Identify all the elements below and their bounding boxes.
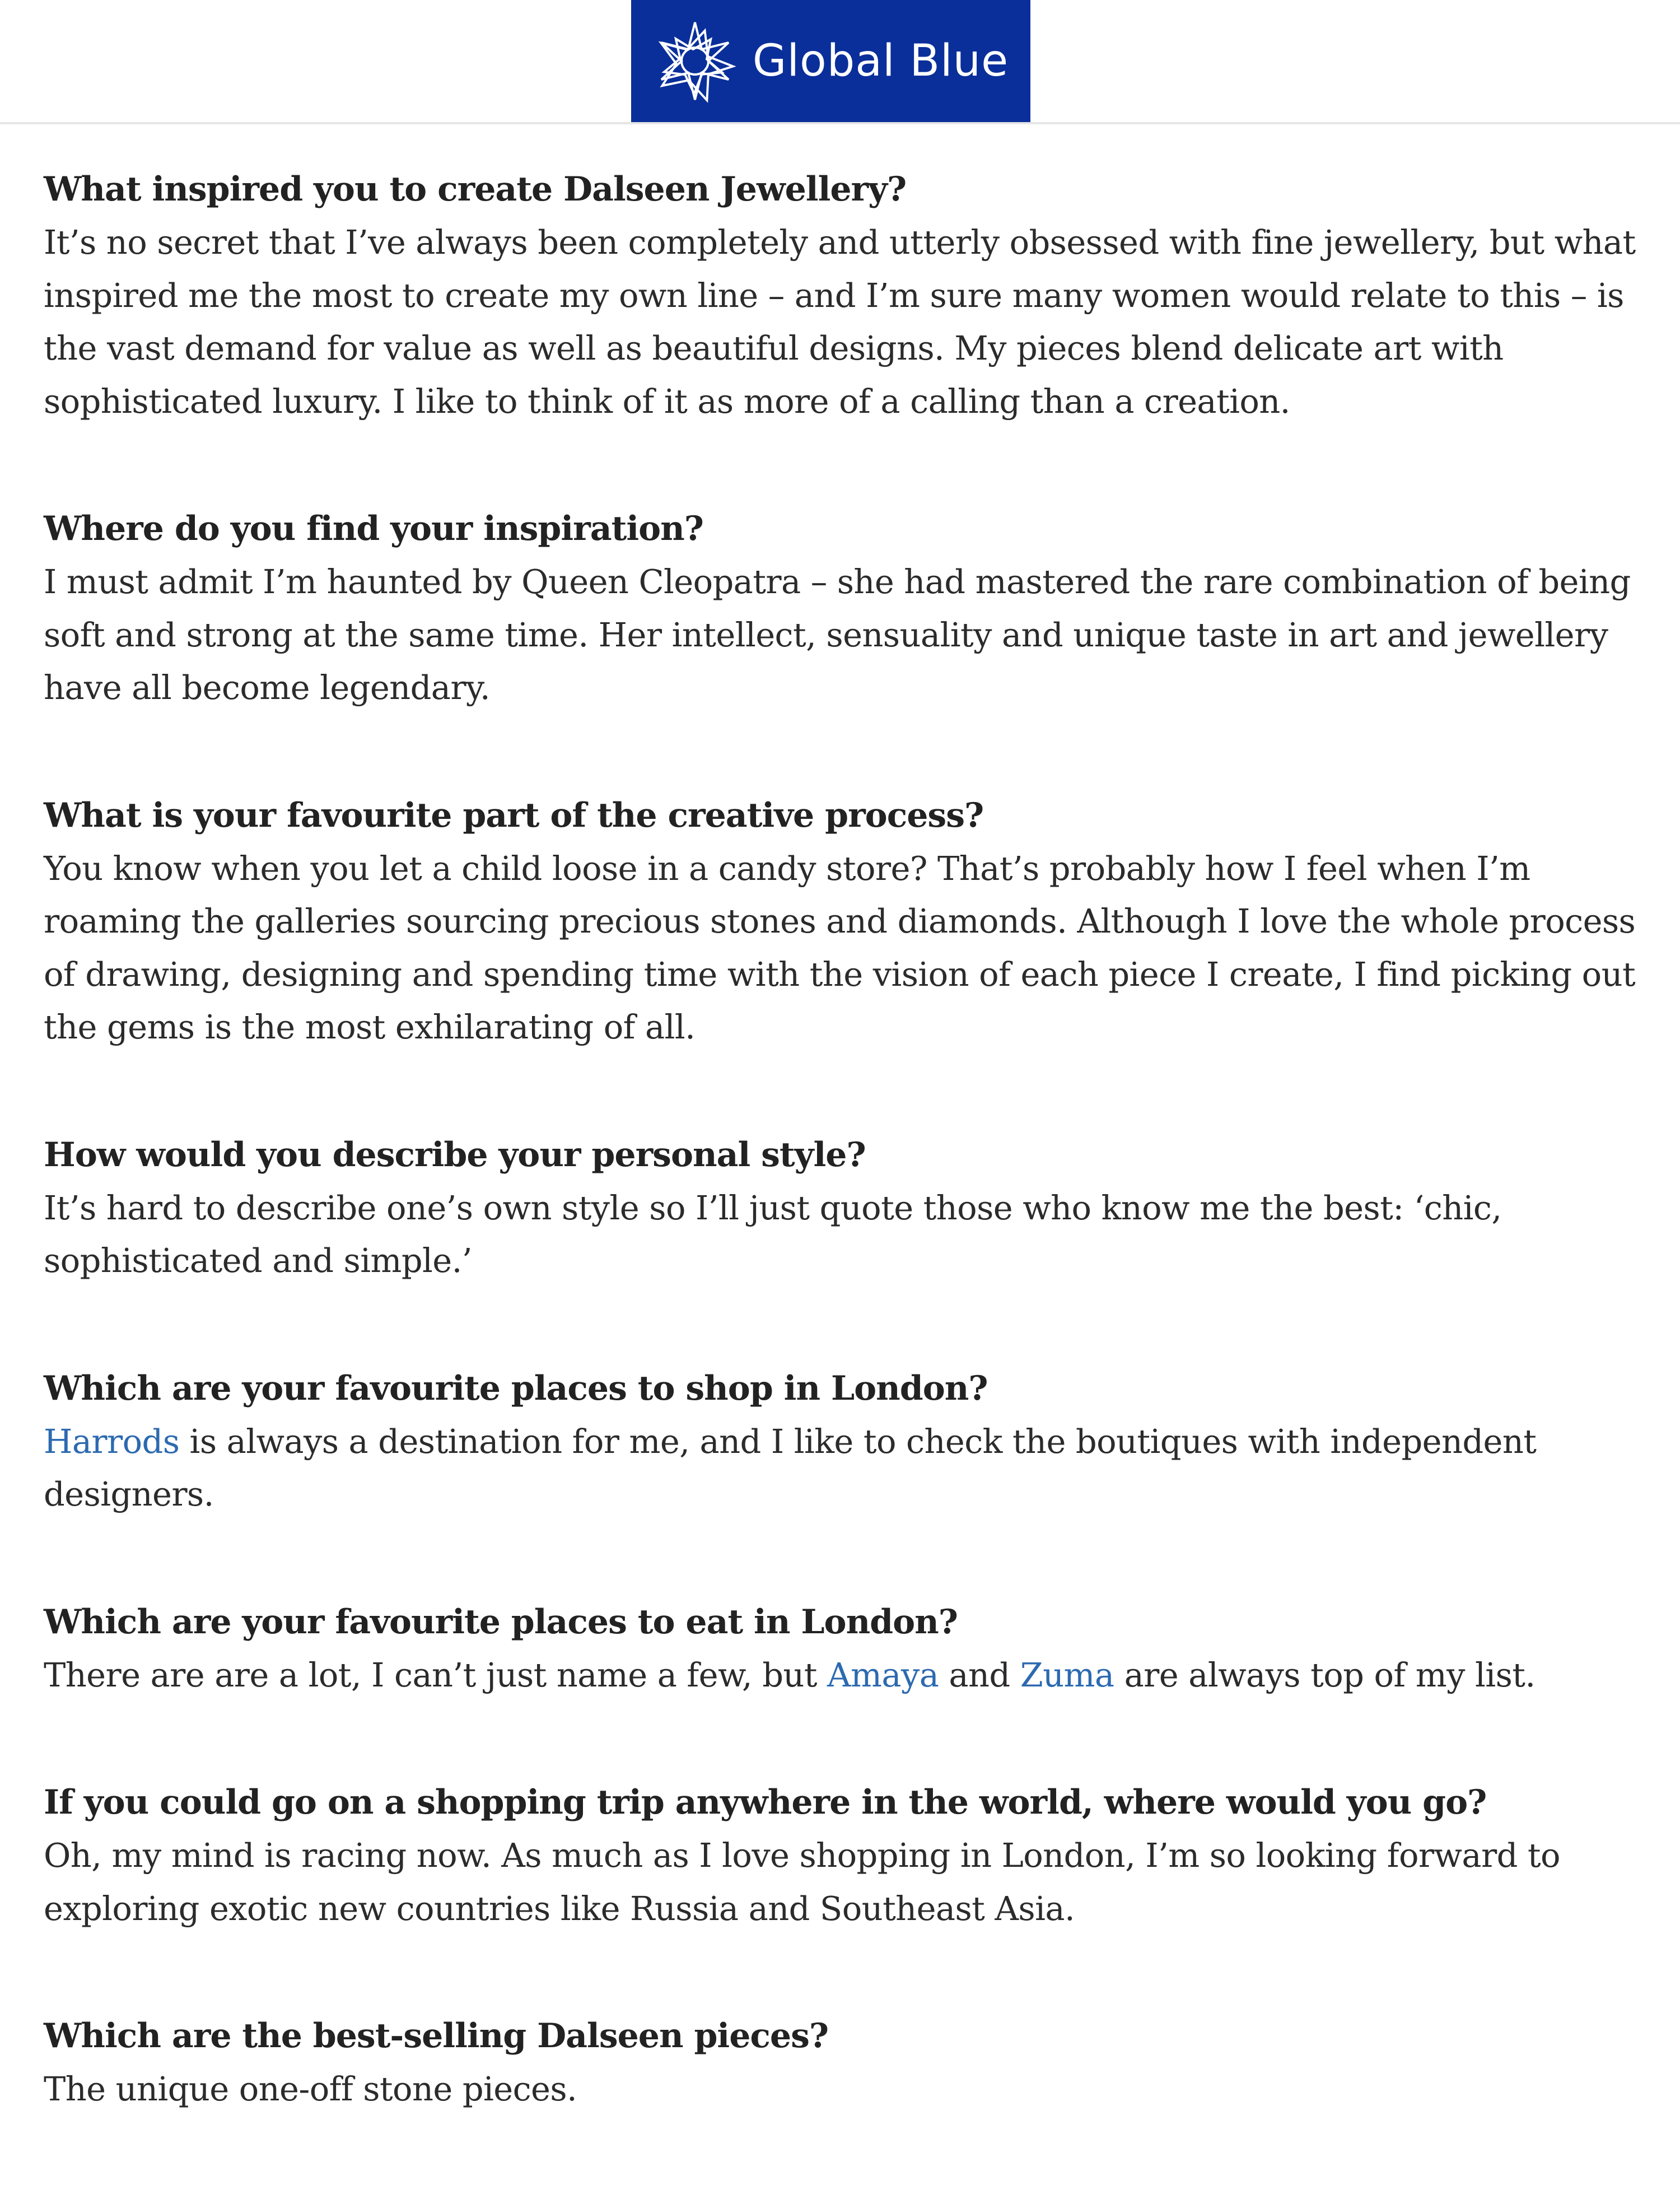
- qa-item: [44, 1776, 1645, 1935]
- answer-text: is always a destination for me, and I like to check the boutiques with independent designers.: [44, 1422, 1537, 1513]
- question: Where do you find your inspiration?: [44, 509, 703, 548]
- qa-item: [44, 1595, 1645, 1702]
- harrods-link[interactable]: Harrods: [44, 1422, 180, 1461]
- answer: [44, 1415, 1645, 1521]
- answer-text: and: [939, 1655, 1020, 1694]
- qa-item: [44, 789, 1645, 1054]
- question: Which are the best-selling Dalseen pieces?: [44, 2016, 829, 2056]
- qa-item: [44, 1362, 1645, 1521]
- answer: It’s hard to describe one’s own style so I’ll just quote those who know me the best: ‘chic, sophisticated and simple.’: [44, 1188, 1502, 1280]
- answer-text: are always top of my list.: [1114, 1655, 1536, 1694]
- answer-text: There are are a lot, I can’t just name a few, but: [44, 1655, 828, 1694]
- answer: Oh, my mind is racing now. As much as I love shopping in London, I’m so looking forward to exploring exotic new countries like Russia and Southeast Asia.: [44, 1836, 1560, 1928]
- answer: You know when you let a child loose in a candy store? That’s probably how I feel when I’m roaming the galleries sourcing precious stones and diamonds. Although I love the whole process of drawing, designing and spending time with the vision of each piece I create, I find picking out the gems is the most exhilarating of all.: [44, 849, 1636, 1046]
- question: Which are your favourite places to eat in London?: [44, 1602, 958, 1642]
- answer: [44, 1649, 1645, 1702]
- brand-name: Global Blue: [752, 36, 1009, 86]
- answer: I must admit I’m haunted by Queen Cleopatra – she had mastered the rare combination of being soft and strong at the same time. Her intellect, sensuality and unique taste in art and jewellery have all become legendary.: [44, 562, 1631, 707]
- question: What is your favourite part of the creative process?: [44, 795, 984, 835]
- amaya-link[interactable]: Amaya: [827, 1655, 939, 1694]
- starburst-logo-icon: [653, 19, 737, 103]
- question: If you could go on a shopping trip anywhere in the world, where would you go?: [44, 1783, 1487, 1822]
- answer: The unique one-off stone pieces.: [44, 2070, 577, 2108]
- interview-content: [44, 162, 1645, 2190]
- qa-item: [44, 2009, 1645, 2116]
- qa-item: [44, 162, 1645, 428]
- site-header: [0, 0, 1680, 124]
- global-blue-logo[interactable]: [631, 0, 1030, 122]
- qa-item: [44, 502, 1645, 715]
- answer: It’s no secret that I’ve always been completely and utterly obsessed with fine jewellery, but what inspired me the most to create my own line – and I’m sure many women would relate to this – is the vast demand for value as well as beautiful designs. My pieces blend delicate art with sophisticated luxury. I like to think of it as more of a calling than a creation.: [44, 223, 1636, 421]
- qa-item: [44, 1128, 1645, 1288]
- question: How would you describe your personal style?: [44, 1135, 866, 1175]
- question: Which are your favourite places to shop in London?: [44, 1368, 988, 1408]
- question: What inspired you to create Dalseen Jewellery?: [44, 170, 907, 209]
- zuma-link[interactable]: Zuma: [1020, 1655, 1114, 1694]
